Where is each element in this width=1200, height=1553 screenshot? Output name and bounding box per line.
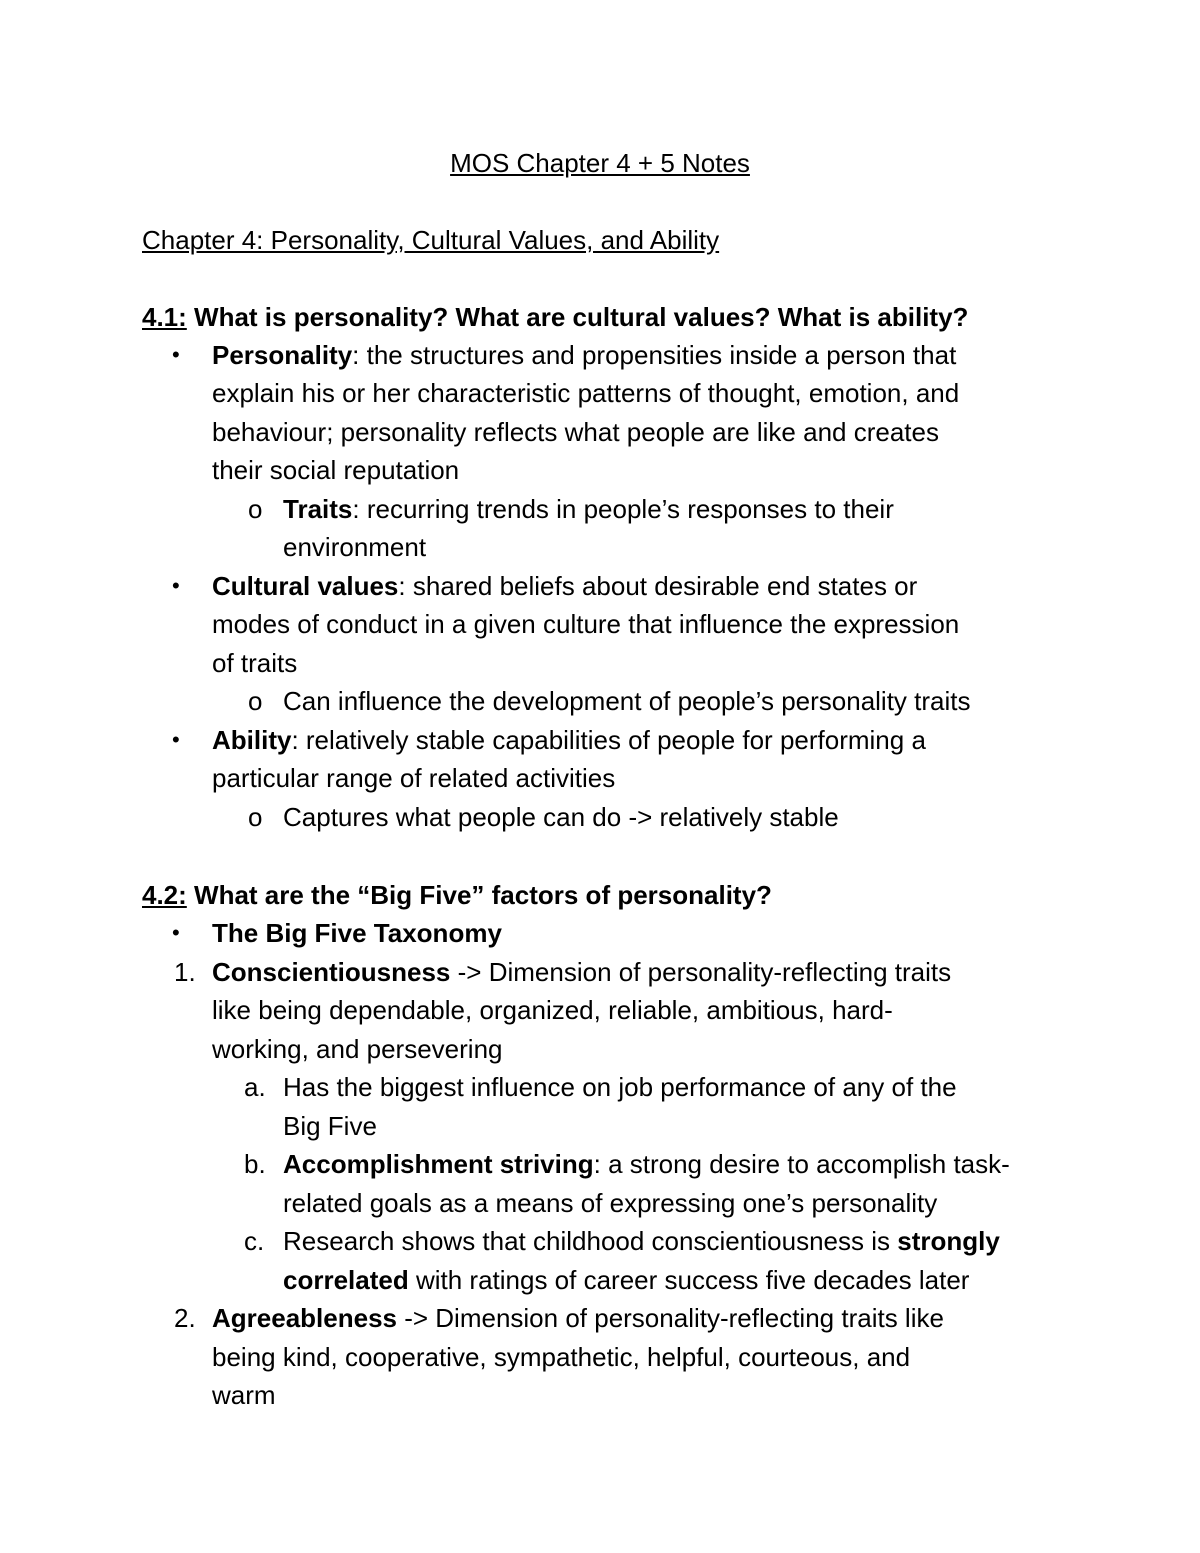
list-number: 2. [174, 1303, 196, 1333]
conscientiousness-c-line-2: correlated with ratings of career success five decades later [283, 1265, 970, 1295]
conscientiousness-definition: Conscientiousness -> Dimension of personality-reflecting traits [212, 957, 952, 987]
list-letter: a. [244, 1072, 266, 1102]
personality-line-3: behaviour; personality reflects what people are like and creates [212, 417, 939, 447]
traits-line-2: environment [283, 532, 427, 562]
bullet-icon: • [172, 342, 180, 367]
ability-sub-1: Captures what people can do -> relatively stable [283, 802, 839, 832]
section-4-1-question: What is personality? What are cultural values? What is ability? [186, 302, 969, 332]
cultural-values-term: Cultural values [212, 571, 399, 601]
conscientiousness-a-line-2: Big Five [283, 1111, 377, 1141]
accomplishment-striving-definition: Accomplishment striving: a strong desire to accomplish task- [283, 1149, 1010, 1179]
personality-line-2: explain his or her characteristic patterns of thought, emotion, and [212, 378, 960, 408]
sub-bullet-marker: o [248, 494, 263, 524]
page-title: MOS Chapter 4 + 5 Notes [450, 148, 750, 178]
agreeableness-line-2: being kind, cooperative, sympathetic, helpful, courteous, and [212, 1342, 911, 1372]
conscientiousness-line-2: like being dependable, organized, reliable, ambitious, hard- [212, 995, 893, 1025]
section-4-1-label: 4.1: [142, 302, 187, 332]
cultural-values-line-2: modes of conduct in a given culture that influence the expression [212, 609, 960, 639]
agreeableness-definition: Agreeableness -> Dimension of personality-reflecting traits like [212, 1303, 944, 1333]
accomplishment-striving-line-2: related goals as a means of expressing one’s personality [283, 1188, 938, 1218]
ability-line-2: particular range of related activities [212, 763, 616, 793]
big-five-taxonomy: The Big Five Taxonomy [212, 918, 502, 948]
list-number: 1. [174, 957, 196, 987]
cultural-values-sub-1: Can influence the development of people’s personality traits [283, 686, 971, 716]
cultural-values-line-3: of traits [212, 648, 298, 678]
bullet-icon: • [172, 727, 180, 752]
traits-definition: Traits: recurring trends in people’s responses to their [283, 494, 894, 524]
personality-line-4: their social reputation [212, 455, 460, 485]
conscientiousness-line-3: working, and persevering [212, 1034, 503, 1064]
agreeableness-term: Agreeableness [212, 1303, 397, 1333]
ability-term: Ability [212, 725, 292, 755]
bullet-icon: • [172, 920, 180, 945]
personality-definition: Personality: the structures and propensities inside a person that [212, 340, 957, 370]
chapter-heading: Chapter 4: Personality, Cultural Values, and Ability [142, 225, 720, 255]
conscientiousness-term: Conscientiousness [212, 957, 451, 987]
agreeableness-line-3: warm [212, 1380, 276, 1410]
conscientiousness-c-line-1: Research shows that childhood conscientiousness is strongly [283, 1226, 1000, 1256]
sub-bullet-marker: o [248, 802, 263, 832]
section-4-1-heading [142, 298, 968, 336]
section-4-2-heading [142, 876, 772, 914]
accomplishment-striving-term: Accomplishment striving [283, 1149, 594, 1179]
section-4-2-question: What are the “Big Five” factors of personality? [186, 880, 772, 910]
list-letter: b. [244, 1149, 266, 1179]
personality-term: Personality [212, 340, 353, 370]
sub-bullet-marker: o [248, 686, 263, 716]
ability-definition: Ability: relatively stable capabilities of people for performing a [212, 725, 926, 755]
bullet-icon: • [172, 573, 180, 598]
cultural-values-definition: Cultural values: shared beliefs about desirable end states or [212, 571, 918, 601]
section-4-2-label: 4.2: [142, 880, 187, 910]
traits-term: Traits [283, 494, 353, 524]
list-letter: c. [244, 1226, 265, 1256]
conscientiousness-a-line-1: Has the biggest influence on job performance of any of the [283, 1072, 957, 1102]
